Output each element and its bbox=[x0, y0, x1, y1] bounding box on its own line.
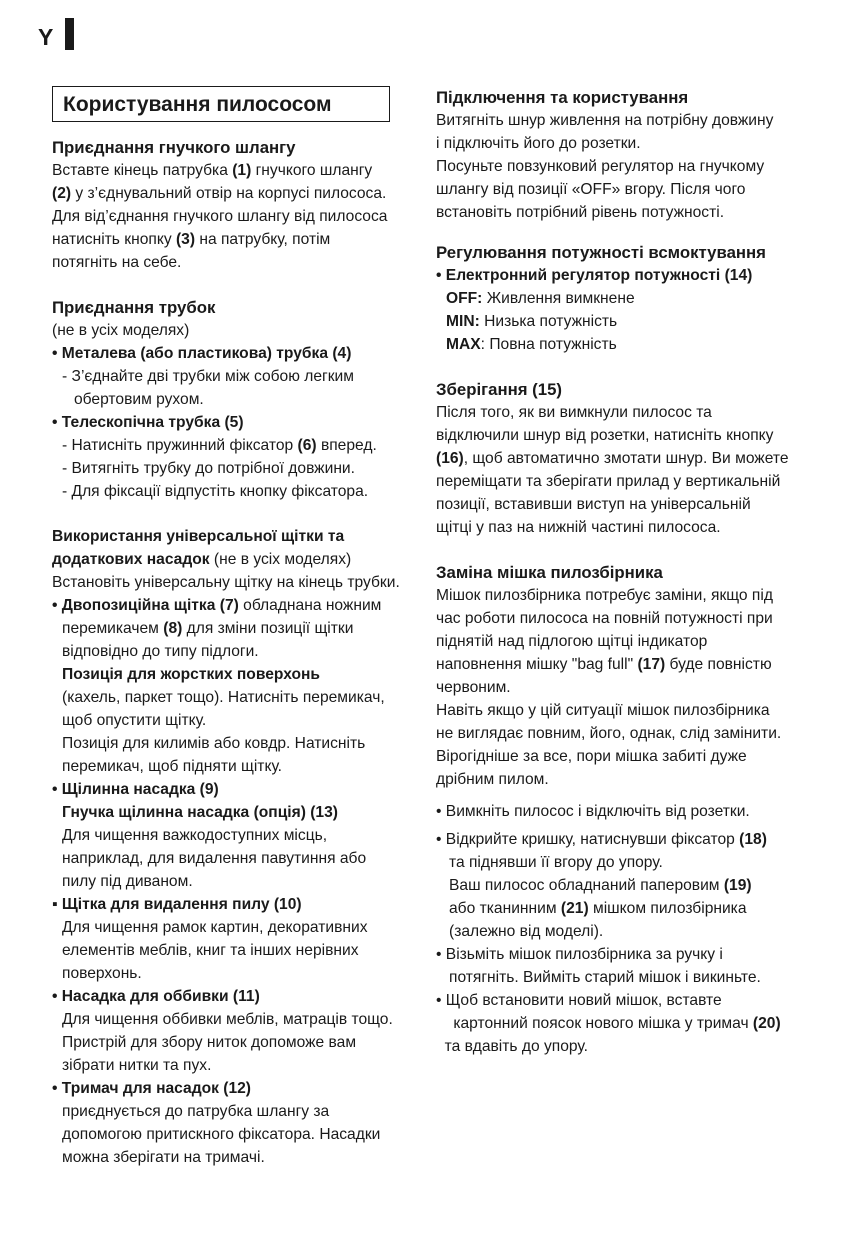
crevice-line: пилу під диваном. bbox=[62, 873, 193, 890]
text-line bbox=[436, 584, 796, 607]
flex-crevice-title: Гнучка щілинна насадка (опція) (13) bbox=[62, 804, 338, 821]
twopos-line bbox=[52, 594, 400, 617]
bold-reference: (3) bbox=[175, 231, 196, 248]
power-level-max bbox=[436, 333, 796, 356]
bold-reference: (6) bbox=[297, 437, 317, 454]
hard-floor-line: (кахель, паркет тощо). Натисніть перемикач, bbox=[62, 689, 385, 706]
bag-step-3: • Візьміть мішок пилозбірника за ручку і bbox=[436, 946, 723, 963]
text-segment: наповнення мішку "bag full" bbox=[436, 656, 638, 673]
storage-line: щітці у паз на нижній частині пилососа. bbox=[436, 519, 721, 536]
brush-heading-bold: додаткових насадок bbox=[52, 551, 210, 568]
text-segment: натисніть кнопку bbox=[52, 231, 176, 248]
bold-reference: (18) bbox=[739, 831, 767, 848]
text-line bbox=[436, 1035, 796, 1058]
crevice-line: наприклад, для видалення павутиння або bbox=[62, 850, 367, 867]
text-line bbox=[62, 434, 400, 457]
brush-section bbox=[52, 525, 400, 1169]
power-heading: Регулювання потужності всмоктування bbox=[436, 243, 766, 262]
text-line bbox=[436, 828, 796, 851]
upholstery-title: • Насадка для оббивки (11) bbox=[52, 988, 260, 1005]
storage-text: , щоб автоматично змотати шнур. Ви можете bbox=[463, 450, 789, 467]
power-text: : Повна потужність bbox=[480, 336, 617, 353]
power-key: MAX bbox=[446, 336, 481, 353]
bag-step-2 bbox=[436, 828, 796, 943]
text-line bbox=[436, 1012, 796, 1035]
text-segment: - Для фіксації відпустіть кнопку фіксатора. bbox=[62, 483, 369, 500]
brush-intro: Встановіть універсальну щітку на кінець трубки. bbox=[52, 574, 400, 591]
text-segment: гнучкого шлангу bbox=[251, 162, 373, 179]
text-segment: у з’єднувальний отвір на корпусі пилососа. bbox=[71, 185, 387, 202]
power-key: OFF: bbox=[446, 290, 483, 307]
tubes-heading: Приєднання трубок bbox=[52, 298, 216, 317]
text-segment: та вдавіть до упору. bbox=[436, 1038, 588, 1055]
section-title: Користування пилососом bbox=[52, 86, 390, 122]
text-segment: картонний поясок нового мішка у тримач bbox=[436, 1015, 753, 1032]
twopos-title: • Двопозиційна щітка (7) bbox=[52, 597, 239, 614]
text-segment: Вставте кінець патрубка bbox=[52, 162, 233, 179]
hose-section bbox=[52, 136, 400, 274]
text-line bbox=[52, 205, 400, 228]
storage-heading: Зберігання (15) bbox=[436, 380, 563, 399]
text-segment: на патрубку, потім bbox=[195, 231, 331, 248]
text-line bbox=[436, 874, 796, 897]
bag-step-4 bbox=[436, 989, 796, 1058]
bold-reference: (8) bbox=[163, 620, 183, 637]
power-regulator-title: • Електронний регулятор потужності (14) bbox=[436, 267, 753, 284]
bag-p2-line: не виглядає повним, його, однак, слід замінити. bbox=[436, 725, 782, 742]
text-segment: - Витягніть трубку до потрібної довжини. bbox=[62, 460, 355, 477]
text-segment: Для від’єднання гнучкого шлангу від пилососа bbox=[52, 208, 388, 225]
bold-reference: (19) bbox=[723, 877, 752, 894]
text-line bbox=[62, 617, 400, 640]
text-line bbox=[52, 251, 400, 274]
twopos-rest: обладнана ножним bbox=[238, 597, 382, 614]
language-bar bbox=[65, 18, 74, 50]
bag-heading: Заміна мішка пилозбірника bbox=[436, 563, 663, 582]
upholstery-line: Пристрій для збору ниток допоможе вам bbox=[62, 1034, 357, 1051]
text-segment: потягніть на себе. bbox=[52, 254, 182, 271]
text-segment: час роботи пилососа на повній потужності при bbox=[436, 610, 773, 627]
text-segment: перемикачем bbox=[62, 620, 164, 637]
power-text: Живлення вимкнене bbox=[482, 290, 635, 307]
bag-step-3: потягніть. Вийміть старий мішок і викиньте. bbox=[436, 969, 761, 986]
power-text: Низька потужність bbox=[479, 313, 618, 330]
text-segment: Ваш пилосос обладнаний паперовим bbox=[436, 877, 724, 894]
bag-step-1: • Вимкніть пилосос і відключіть від розетки. bbox=[436, 803, 750, 820]
text-line bbox=[62, 480, 400, 503]
power-key: MIN: bbox=[446, 313, 480, 330]
telescopic-tube-title: • Телескопічна трубка (5) bbox=[52, 414, 244, 431]
hard-floor-line: щоб опустити щітку. bbox=[62, 712, 207, 729]
text-line bbox=[436, 676, 796, 699]
text-segment: та піднявши її вгору до упору. bbox=[436, 854, 663, 871]
dust-brush-title: ▪ Щітка для видалення пилу (10) bbox=[52, 896, 302, 913]
text-line bbox=[436, 920, 796, 943]
twopos-line3: відповідно до типу підлоги. bbox=[62, 643, 259, 660]
metal-tube-title: • Металева (або пластикова) трубка (4) bbox=[52, 345, 352, 362]
brush-heading-line1: Використання універсальної щітки та bbox=[52, 528, 345, 545]
text-segment: вперед. bbox=[316, 437, 377, 454]
bold-reference: (17) bbox=[637, 656, 666, 673]
text-line bbox=[436, 653, 796, 676]
text-segment: мішком пилозбірника bbox=[588, 900, 747, 917]
connect-line: Посуньте повзунковий регулятор на гнучкому bbox=[436, 158, 765, 175]
upholstery-line: Для чищення оббивки меблів, матраців тощо. bbox=[62, 1011, 393, 1028]
text-segment: • Відкрийте кришку, натиснувши фіксатор bbox=[436, 831, 740, 848]
carpet-line: Позиція для килимів або ковдр. Натисніть bbox=[62, 735, 366, 752]
hose-heading: Приєднання гнучкого шлангу bbox=[52, 138, 296, 157]
language-letter: Y bbox=[38, 24, 54, 50]
text-line bbox=[62, 457, 400, 480]
bold-reference: (20) bbox=[752, 1015, 781, 1032]
bag-paragraph-1 bbox=[436, 584, 796, 699]
text-segment: - Натисніть пружинний фіксатор bbox=[62, 437, 298, 454]
storage-line: позиції, вставивши виступ на універсальній bbox=[436, 496, 751, 513]
storage-section bbox=[436, 378, 796, 539]
power-level-min bbox=[436, 310, 796, 333]
bag-p2-line: Вірогідніше за все, пори мішка забиті дуже bbox=[436, 748, 747, 765]
brush-heading-note: (не в усіх моделях) bbox=[209, 551, 352, 568]
text-segment: для зміни позиції щітки bbox=[182, 620, 354, 637]
storage-line: переміщати та зберігати прилад у вертикальній bbox=[436, 473, 781, 490]
text-line bbox=[436, 897, 796, 920]
power-section bbox=[436, 241, 796, 356]
text-line bbox=[436, 851, 796, 874]
left-column bbox=[52, 86, 400, 1169]
upholstery-line: зібрати нитки та пух. bbox=[62, 1057, 212, 1074]
crevice-title: • Щілинна насадка (9) bbox=[52, 781, 219, 798]
connect-line: Витягніть шнур живлення на потрібну довжину bbox=[436, 112, 774, 129]
bag-section bbox=[436, 561, 796, 1058]
connect-line: шлангу від позиції «OFF» вгору. Після чого bbox=[436, 181, 746, 198]
brush-heading-line2 bbox=[52, 548, 400, 571]
text-segment: (залежно від моделі). bbox=[436, 923, 604, 940]
bag-p2-line: дрібним пилом. bbox=[436, 771, 549, 788]
connect-line: і підключіть його до розетки. bbox=[436, 135, 641, 152]
twopos-text bbox=[52, 617, 400, 640]
bag-p2-line: Навіть якщо у цій ситуації мішок пилозбірника bbox=[436, 702, 770, 719]
holder-line: приєднується до патрубка шлангу за bbox=[62, 1103, 330, 1120]
power-level-off bbox=[436, 287, 796, 310]
connect-line: встановіть потрібний рівень потужності. bbox=[436, 204, 725, 221]
hard-floor-title: Позиція для жорстких поверхонь bbox=[62, 666, 321, 683]
text-segment: Мішок пилозбірника потребує заміни, якщо під bbox=[436, 587, 773, 604]
dust-brush-line: елементів меблів, книг та інших нерівних bbox=[62, 942, 359, 959]
connect-heading: Підключення та користування bbox=[436, 88, 689, 107]
right-column bbox=[436, 86, 796, 1058]
holder-line: можна зберігати на тримачі. bbox=[62, 1149, 265, 1166]
storage-line: Після того, як ви вимкнули пилосос та bbox=[436, 404, 712, 421]
bold-reference: (21) bbox=[560, 900, 589, 917]
text-line bbox=[436, 989, 796, 1012]
text-segment: буде повністю bbox=[665, 656, 772, 673]
holder-title: • Тримач для насадок (12) bbox=[52, 1080, 251, 1097]
holder-line: допомогою притискного фіксатора. Насадки bbox=[62, 1126, 381, 1143]
metal-tube-line: обертовим рухом. bbox=[74, 391, 204, 408]
telescopic-tube-text bbox=[52, 434, 400, 503]
text-line bbox=[436, 607, 796, 630]
text-line bbox=[52, 182, 400, 205]
bold-reference: (2) bbox=[52, 185, 72, 202]
metal-tube-line: - З’єднайте дві трубки між собою легким bbox=[62, 368, 354, 385]
storage-line: відключили шнур від розетки, натисніть кнопку bbox=[436, 427, 774, 444]
carpet-line: перемикач, щоб підняти щітку. bbox=[62, 758, 283, 775]
text-segment: • Щоб встановити новий мішок, вставте bbox=[436, 992, 722, 1009]
text-segment: або тканинним bbox=[436, 900, 561, 917]
crevice-line: Для чищення важкодоступних місць, bbox=[62, 827, 328, 844]
text-segment: піднятій над підлогою щітці індикатор bbox=[436, 633, 708, 650]
text-line bbox=[52, 228, 400, 251]
text-segment: червоним. bbox=[436, 679, 511, 696]
dust-brush-line: Для чищення рамок картин, декоративних bbox=[62, 919, 368, 936]
storage-button-ref: (16) bbox=[436, 450, 464, 467]
tubes-section bbox=[52, 296, 400, 503]
text-line bbox=[52, 159, 400, 182]
storage-line bbox=[436, 447, 796, 470]
connect-section bbox=[436, 86, 796, 224]
bold-reference: (1) bbox=[232, 162, 252, 179]
dust-brush-line: поверхонь. bbox=[62, 965, 142, 982]
hose-text bbox=[52, 159, 400, 274]
tubes-note: (не в усіх моделях) bbox=[52, 322, 190, 339]
text-line bbox=[436, 630, 796, 653]
